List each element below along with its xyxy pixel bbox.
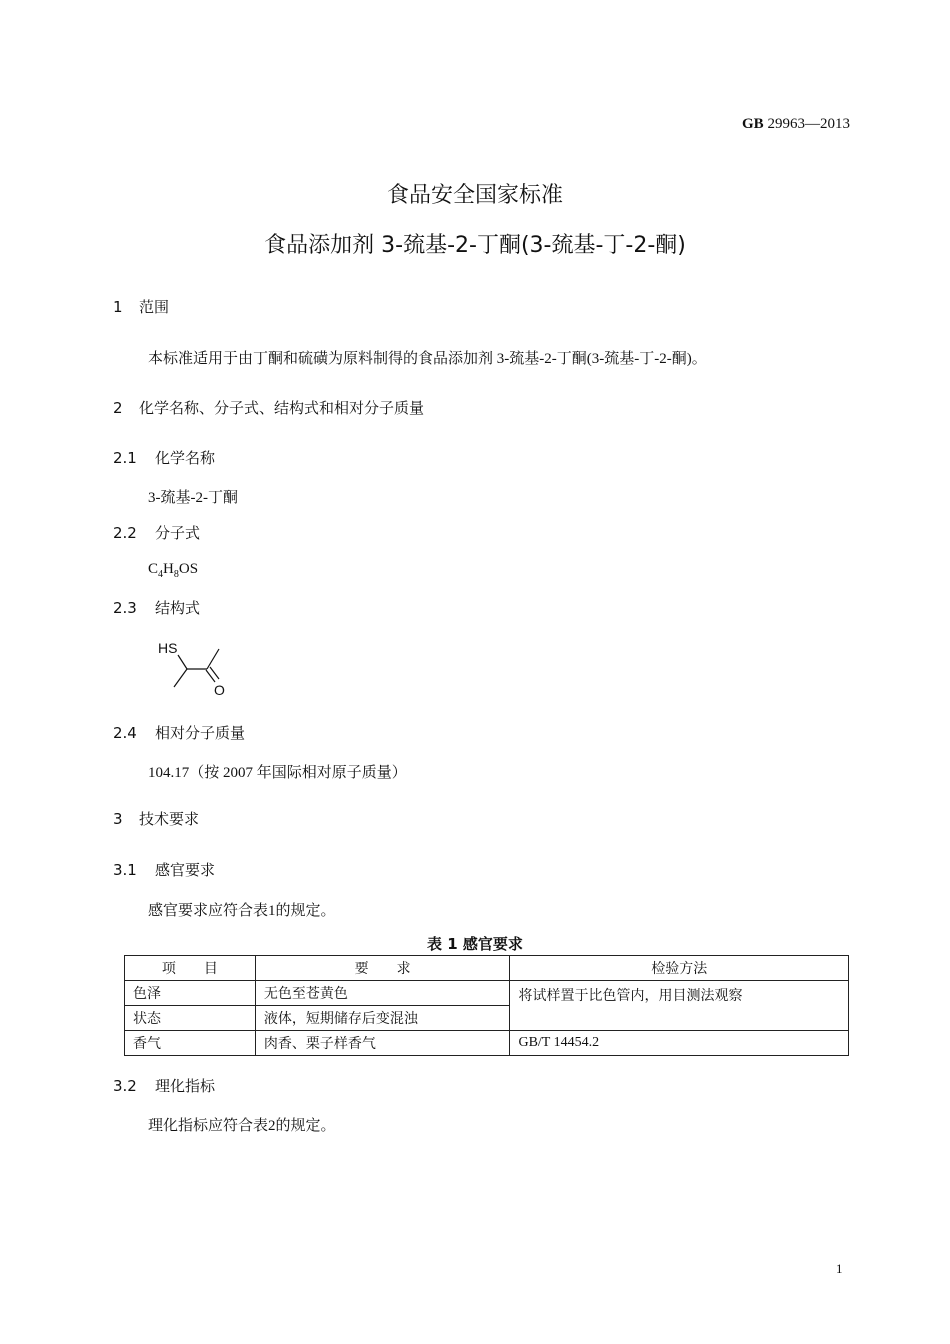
section-heading-3-1: 3.1 感官要求 [113,861,216,879]
table-cell: 将试样置于比色管内，用目测法观察 [510,981,849,1031]
section-heading-2-3: 2.3 结构式 [113,599,201,617]
section-heading-1: 1 范围 [113,298,170,316]
section-heading-2: 2 化学名称、分子式、结构式和相对分子质量 [113,399,425,417]
table-cell: 状态 [125,1006,256,1031]
table-cell: 无色至苍黄色 [255,981,510,1006]
section-heading-3-2: 3.2 理化指标 [113,1077,216,1095]
section-heading-2-1: 2.1 化学名称 [113,449,216,467]
chemical-name: 3-巯基-2-丁酮 [148,490,238,506]
section-heading-3: 3 技术要求 [113,810,200,828]
section-heading-2-4: 2.4 相对分子质量 [113,724,246,742]
table-row [125,1031,849,1056]
sensory-paragraph: 感官要求应符合表1的规定。 [148,903,336,919]
bond-s-c [178,655,187,669]
bond-c-ch3 [174,669,187,687]
table-header-cell: 要 求 [255,956,510,981]
bond-c-ch3-right [207,649,219,669]
hs-label: HS [158,640,178,656]
standard-code: GB 29963—2013 [742,116,850,132]
molecular-formula: $C_4H_8OS$ [148,561,199,580]
document-subtitle: 食品添加剂 3-巯基-2-丁酮(3-巯基-丁-2-酮) [264,233,686,258]
physchem-paragraph: 理化指标应符合表2的规定。 [148,1118,336,1134]
table-header-cell: 检验方法 [510,956,849,981]
table-cell: 色泽 [125,981,256,1006]
table-row [125,981,849,1006]
table-header-cell: 项 目 [125,956,256,981]
table-cell: GB/T 14454.2 [510,1031,849,1056]
table-caption: 表 1 感官要求 [427,935,523,953]
table-cell: 液体，短期储存后变混浊 [255,1006,510,1031]
table-cell: 香气 [125,1031,256,1056]
table-cell: 肉香、栗子样香气 [255,1031,510,1056]
sensory-table [124,955,849,1056]
section-heading-2-2: 2.2 分子式 [113,524,201,542]
document-title: 食品安全国家标准 [386,183,563,208]
structural-formula [150,638,240,700]
molecular-mass: 104.17（按 2007 年国际相对原子质量） [148,765,407,781]
o-label: O [214,682,225,698]
scope-paragraph: 本标准适用于由丁酮和硫磺为原料制得的食品添加剂 3-巯基-2-丁酮(3-巯基-丁-2-酮)。 [148,351,707,367]
page-number: 1 [836,1261,843,1276]
table-header-row [125,956,849,981]
